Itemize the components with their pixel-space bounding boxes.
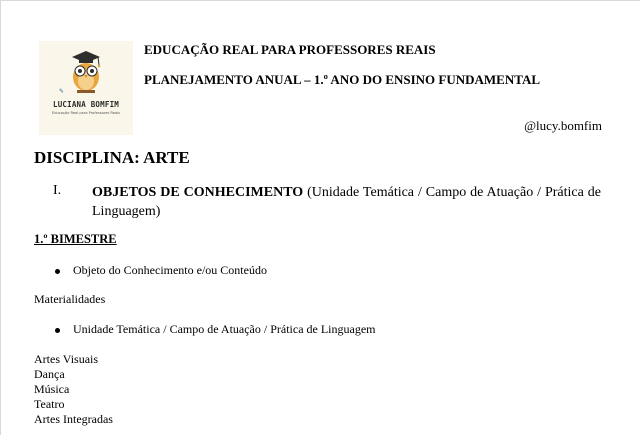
bullet-item [55,263,615,279]
section-number: I. [53,183,62,198]
list-item: Dança [34,367,65,381]
header-title: EDUCAÇÃO REAL PARA PROFESSORES REAIS [144,42,436,57]
bullet-dot-icon [55,328,60,333]
bullet-text: Unidade Temática / Campo de Atuação / Prática de Linguagem [73,322,376,336]
bullet-dot-icon [55,269,60,274]
section-title-bold: OBJETOS DE CONHECIMENTO [92,185,304,200]
social-handle: @lucy.bomfim [524,118,602,133]
discipline-heading: DISCIPLINA: ARTE [34,148,190,167]
svg-text:✎: ✎ [59,88,65,95]
thematic-units-list [34,352,113,427]
logo [39,41,133,135]
logo-name: LUCIANA BOMFIM [52,100,119,109]
bimester-heading: 1.º BIMESTRE [34,232,117,246]
section-title-rest: (Unidade Temática / Campo de Atuação / Prática de Linguagem) [92,185,602,219]
header-subtitle: PLANEJAMENTO ANUAL – 1.º ANO DO ENSINO FUNDAMENTAL [144,72,541,87]
materialidades-label: Materialidades [34,292,106,306]
list-item: Artes Visuais [34,352,99,366]
section-title [92,183,601,221]
owl-with-graduation-cap-icon [39,41,133,101]
list-item: Artes Integradas [34,412,113,426]
logo-tagline: Educação Real para Professores Reais [51,111,121,115]
list-item: Teatro [34,397,65,411]
bullet-text: Objeto do Conhecimento e/ou Conteúdo [73,263,267,277]
bullet-item [55,322,615,338]
list-item: Música [34,382,70,396]
